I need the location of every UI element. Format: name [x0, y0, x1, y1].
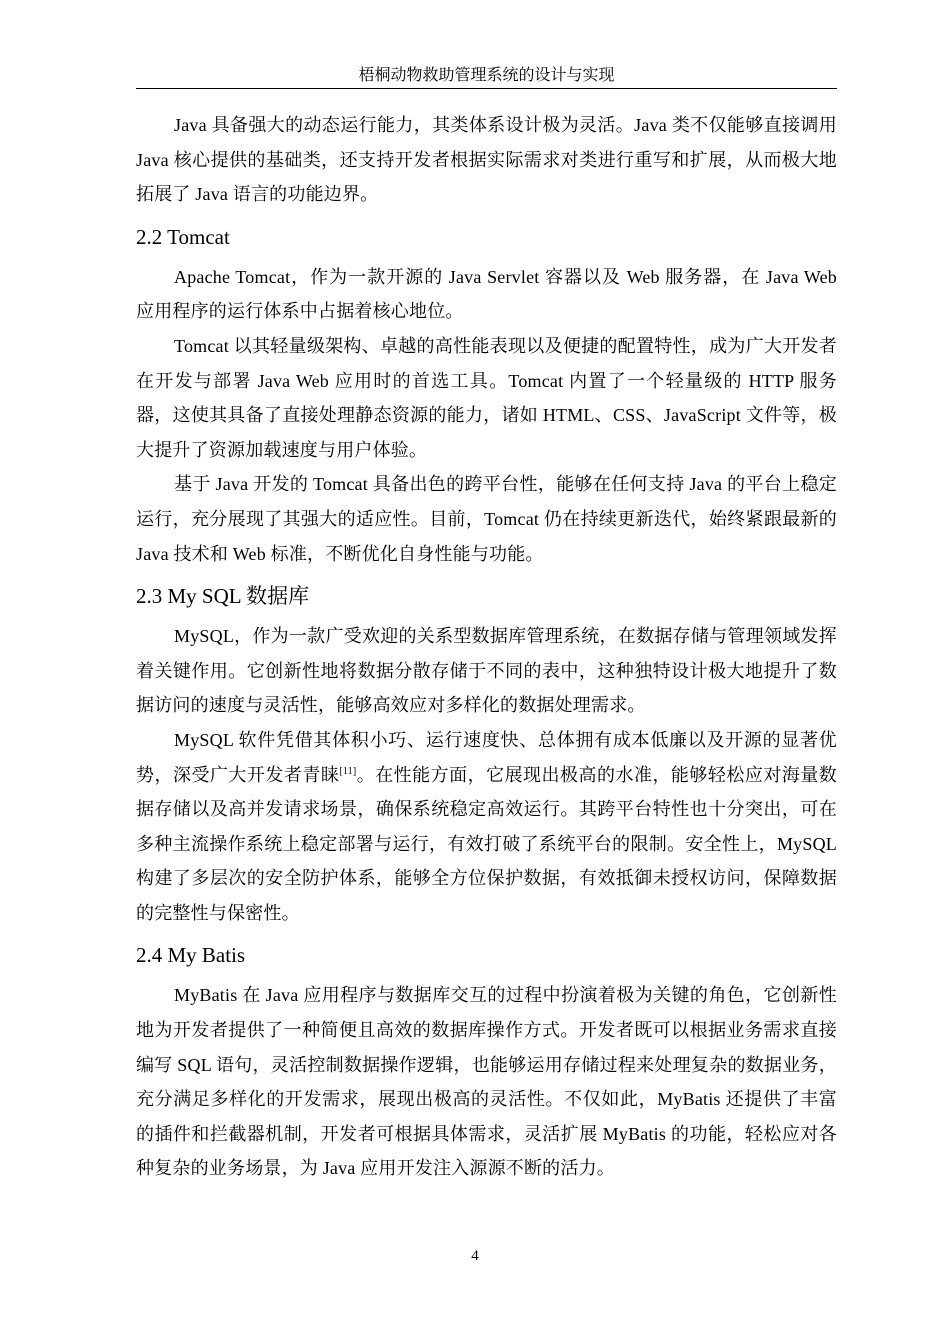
mysql-paragraph-2-end: 。在性能方面，它展现出极高的水准，能够轻松应对海量数据存储以及高并发请求场景，确保系统稳定高效运行。其跨平台特性也十分突出，可在多种主流操作系统上稳定部署与运行，有效打破了系统平台的限制。安全性上，MySQL 构建了多层次的安全防护体系，能够全方位保护数据，有效抵御未授权访问，保障数据的完整性与保密性。 [136, 764, 837, 923]
tomcat-paragraph-3: 基于 Java 开发的 Tomcat 具备出色的跨平台性，能够在任何支持 Java 的平台上稳定运行，充分展现了其强大的适应性。目前，Tomcat 仍在持续更新迭代，始终紧跟最新的 Java 技术和 Web 标准，不断优化自身性能与功能。 [136, 474, 837, 564]
mybatis-paragraph: MyBatis 在 Java 应用程序与数据库交互的过程中扮演着极为关键的角色，它创新性地为开发者提供了一种简便且高效的数据库操作方式。开发者既可以根据业务需求直接编写 SQL 语句，灵活控制数据操作逻辑，也能够运用存储过程来处理复杂的数据业务，充分满足多样化的开发需求，展现出极高的灵活性。不仅如此，MyBatis 还提供了丰富的插件和拦截器机制，开发者可根据具体需求，灵活扩展 MyBatis 的功能，轻松应对各种复杂的业务场景，为 Java 应用开发注入源源不断的活力。 [136, 985, 837, 1179]
section-heading-mybatis: 2.4 My Batis [136, 943, 246, 968]
running-header: 梧桐动物救助管理系统的设计与实现 [136, 64, 837, 89]
page-number: 4 [471, 1248, 479, 1264]
page-body [136, 108, 837, 1186]
citation-reference: [11] [339, 765, 357, 777]
mysql-paragraph-2 [136, 723, 837, 931]
tomcat-paragraph-1: Apache Tomcat，作为一款开源的 Java Servlet 容器以及 Web 服务器，在 Java Web 应用程序的运行体系中占据着核心地位。 [136, 266, 837, 322]
mysql-paragraph-1: MySQL，作为一款广受欢迎的关系型数据库管理系统，在数据存储与管理领域发挥着关键作用。它创新性地将数据分散存储于不同的表中，这种独特设计极大地提升了数据访问的速度与灵活性，能够高效应对多样化的数据处理需求。 [136, 626, 837, 716]
section-heading-tomcat: 2.2 Tomcat [136, 224, 230, 249]
mysql-paragraph-2-start: MySQL 软件凭借其体积小巧、运行速度快、总体拥有成本低廉以及开源的显著优势，深受广大开发者青睐 [136, 729, 837, 785]
java-paragraph: Java 具备强大的动态运行能力，其类体系设计极为灵活。Java 类不仅能够直接调用 Java 核心提供的基础类，还支持开发者根据实际需求对类进行重写和扩展，从而极大地拓展了 Java 语言的功能边界。 [136, 115, 837, 205]
section-heading-mysql: 2.3 My SQL 数据库 [136, 584, 310, 609]
tomcat-paragraph-2: Tomcat 以其轻量级架构、卓越的高性能表现以及便捷的配置特性，成为广大开发者在开发与部署 Java Web 应用时的首选工具。Tomcat 内置了一个轻量级的 HTTP 服务器，这使其具备了直接处理静态资源的能力，诸如 HTML、CSS、JavaScript 文件等，极大提升了资源加载速度与用户体验。 [136, 335, 837, 460]
